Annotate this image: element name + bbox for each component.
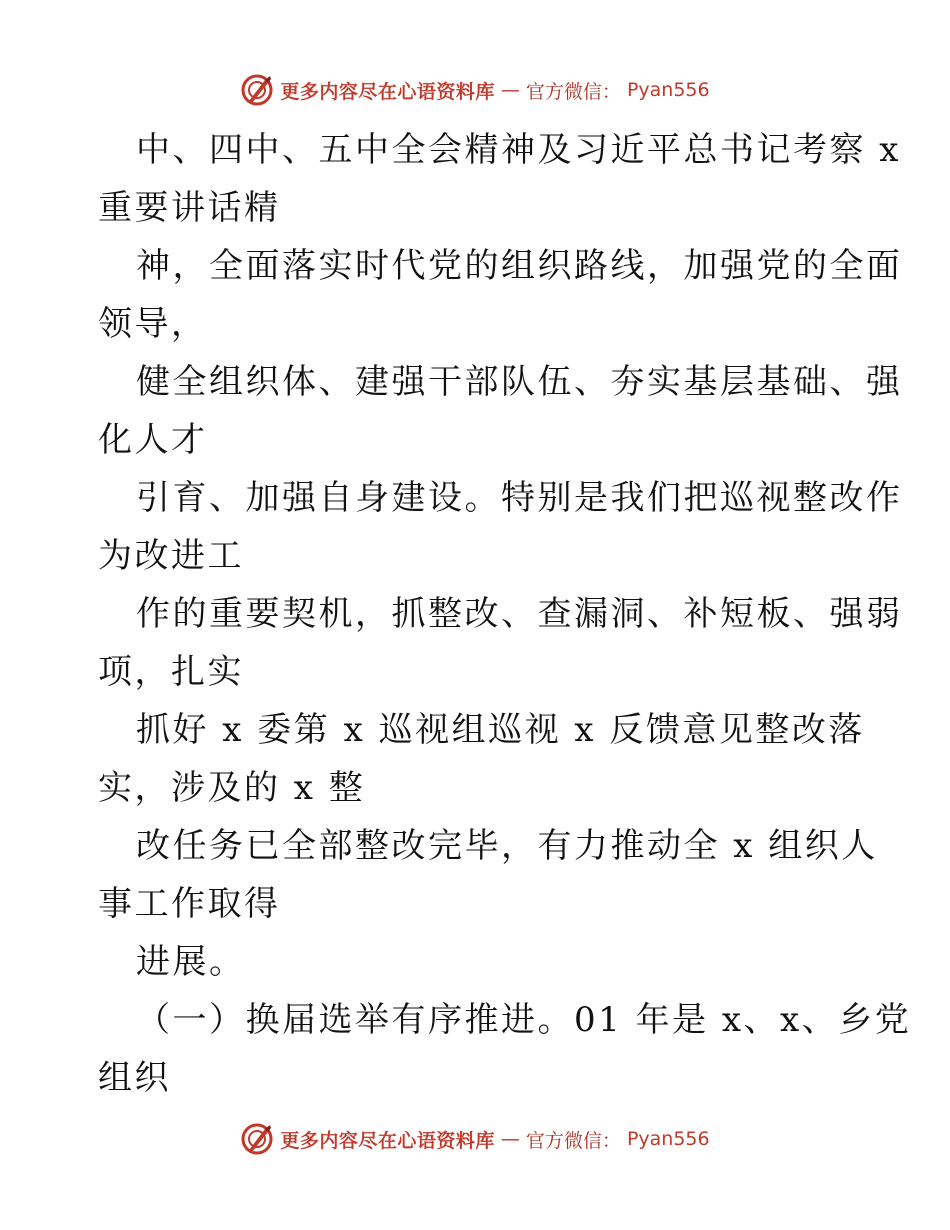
pen-logo-icon [240, 1122, 274, 1156]
text-line: （一）换届选举有序推进。01 年是 x、x、乡党 [136, 1000, 912, 1040]
text-line: 作的重要契机，抓整改、查漏洞、补短板、强弱 [136, 594, 903, 634]
text-line: 改任务已全部整改完毕，有力推动全 x 组织人 [136, 826, 878, 866]
banner-wechat-id: Pyan556 [626, 1128, 710, 1150]
banner-separator: — [500, 1128, 520, 1150]
text-line: 组织 [98, 1058, 171, 1098]
text-line: 项，扎实 [98, 652, 244, 692]
text-line: 健全组织体、建强干部队伍、夯实基层基础、强 [136, 362, 903, 402]
banner-slogan: 更多内容尽在心语资料库 [280, 1129, 495, 1152]
text-line: 进展。 [136, 942, 246, 982]
text-line: 中、四中、五中全会精神及习近平总书记考察 x [136, 130, 901, 170]
text-line: 抓好 x 委第 x 巡视组巡视 x 反馈意见整改落 [136, 710, 865, 750]
text-line: 为改进工 [98, 536, 244, 576]
header-banner [0, 68, 950, 112]
pen-logo-icon [240, 73, 274, 107]
footer-banner [0, 1117, 950, 1161]
text-line: 领导， [98, 304, 208, 344]
banner-separator: — [500, 79, 520, 101]
text-line: 神，全面落实时代党的组织路线，加强党的全面 [136, 246, 903, 286]
text-line: 重要讲话精 [98, 188, 281, 228]
banner-wechat-id: Pyan556 [626, 79, 710, 101]
banner-wechat-label: 官方微信： [525, 1129, 621, 1152]
banner-slogan: 更多内容尽在心语资料库 [280, 80, 495, 103]
banner-wechat-label: 官方微信： [525, 80, 621, 103]
text-line: 化人才 [98, 420, 208, 460]
text-line: 引育、加强自身建设。特别是我们把巡视整改作 [136, 478, 903, 518]
text-line: 事工作取得 [98, 884, 281, 924]
text-line: 实，涉及的 x 整 [98, 768, 366, 808]
